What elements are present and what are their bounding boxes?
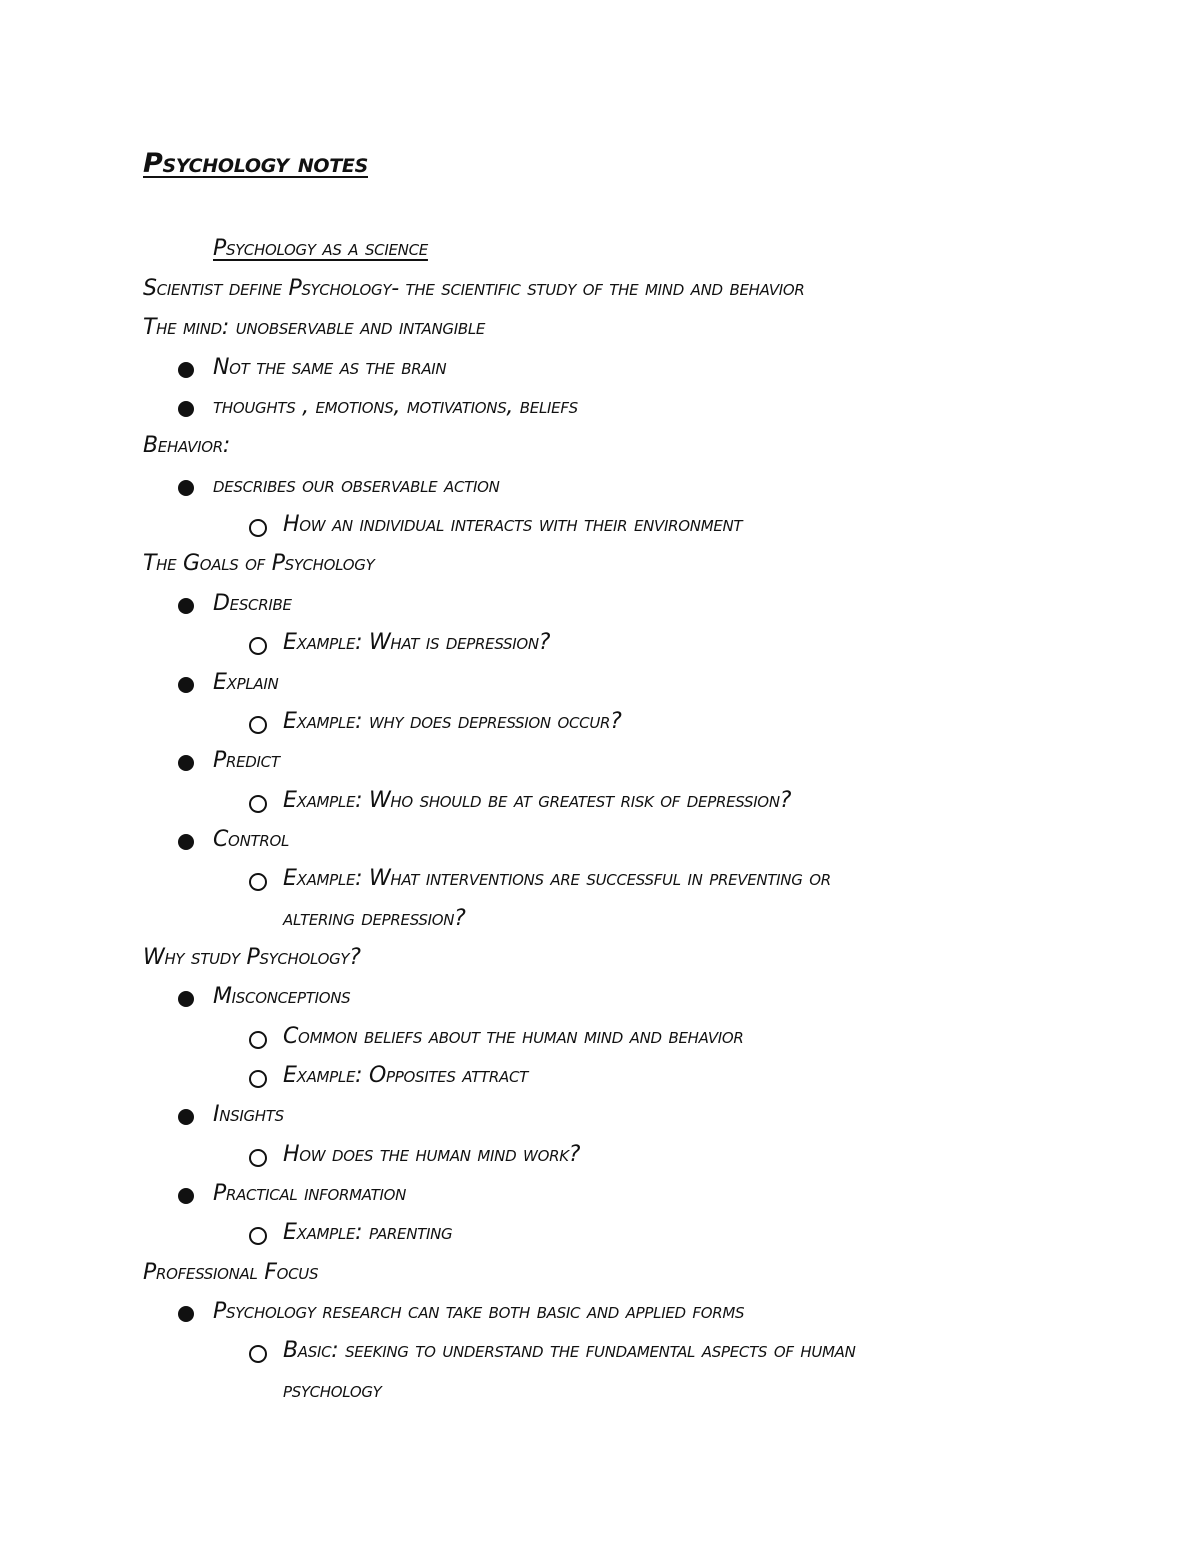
list-item-text: altering depression? bbox=[283, 906, 466, 931]
list-item-text: Example: Who should be at greatest risk of depression? bbox=[283, 788, 792, 813]
filled-bullet-icon bbox=[178, 1109, 194, 1125]
section-heading: Psychology as a science bbox=[213, 236, 428, 261]
hollow-bullet-icon bbox=[249, 1031, 267, 1049]
list-item-text: Predict bbox=[213, 748, 280, 773]
list-item-text: Describe bbox=[213, 591, 292, 616]
list-item-text: Professional Focus bbox=[143, 1260, 319, 1285]
list-item-text: describes our observable action bbox=[213, 473, 500, 498]
list-item-text: Example: parenting bbox=[283, 1220, 453, 1245]
hollow-bullet-icon bbox=[249, 1149, 267, 1167]
list-item-text: Not the same as the brain bbox=[213, 355, 447, 380]
list-item-text: Example: What is depression? bbox=[283, 630, 551, 655]
list-item-text: Why study Psychology? bbox=[143, 945, 361, 970]
filled-bullet-icon bbox=[178, 480, 194, 496]
filled-bullet-icon bbox=[178, 598, 194, 614]
hollow-bullet-icon bbox=[249, 1345, 267, 1363]
list-item-text: Practical information bbox=[213, 1181, 407, 1206]
list-item-text: Example: Opposites attract bbox=[283, 1063, 528, 1088]
filled-bullet-icon bbox=[178, 755, 194, 771]
hollow-bullet-icon bbox=[249, 1227, 267, 1245]
filled-bullet-icon bbox=[178, 1188, 194, 1204]
list-item-text: psychology bbox=[283, 1378, 382, 1403]
filled-bullet-icon bbox=[178, 1306, 194, 1322]
list-item-text: Insights bbox=[213, 1102, 284, 1127]
page-title: Psychology notes bbox=[143, 148, 368, 179]
list-item-text: Common beliefs about the human mind and behavior bbox=[283, 1024, 744, 1049]
list-item-text: Explain bbox=[213, 670, 279, 695]
list-item-text: Basic: seeking to understand the fundamental aspects of human bbox=[283, 1338, 856, 1363]
list-item-text: Example: What interventions are successful in preventing or bbox=[283, 866, 831, 891]
hollow-bullet-icon bbox=[249, 795, 267, 813]
hollow-bullet-icon bbox=[249, 637, 267, 655]
filled-bullet-icon bbox=[178, 991, 194, 1007]
list-item-text: Behavior: bbox=[143, 433, 230, 458]
list-item-text: The Goals of Psychology bbox=[143, 551, 375, 576]
list-item-text: thoughts , emotions, motivations, beliefs bbox=[213, 394, 578, 419]
list-item-text: How an individual interacts with their environment bbox=[283, 512, 743, 537]
hollow-bullet-icon bbox=[249, 873, 267, 891]
hollow-bullet-icon bbox=[249, 716, 267, 734]
list-item-text: Control bbox=[213, 827, 290, 852]
list-item-text: The mind: unobservable and intangible bbox=[143, 315, 486, 340]
list-item-text: How does the human mind work? bbox=[283, 1142, 581, 1167]
list-item-text: Psychology research can take both basic and applied forms bbox=[213, 1299, 745, 1324]
hollow-bullet-icon bbox=[249, 1070, 267, 1088]
filled-bullet-icon bbox=[178, 401, 194, 417]
list-item-text: Misconceptions bbox=[213, 984, 351, 1009]
list-item-text: Scientist define Psychology- the scientific study of the mind and behavior bbox=[143, 276, 805, 301]
list-item-text: Example: why does depression occur? bbox=[283, 709, 622, 734]
filled-bullet-icon bbox=[178, 834, 194, 850]
filled-bullet-icon bbox=[178, 677, 194, 693]
hollow-bullet-icon bbox=[249, 519, 267, 537]
filled-bullet-icon bbox=[178, 362, 194, 378]
